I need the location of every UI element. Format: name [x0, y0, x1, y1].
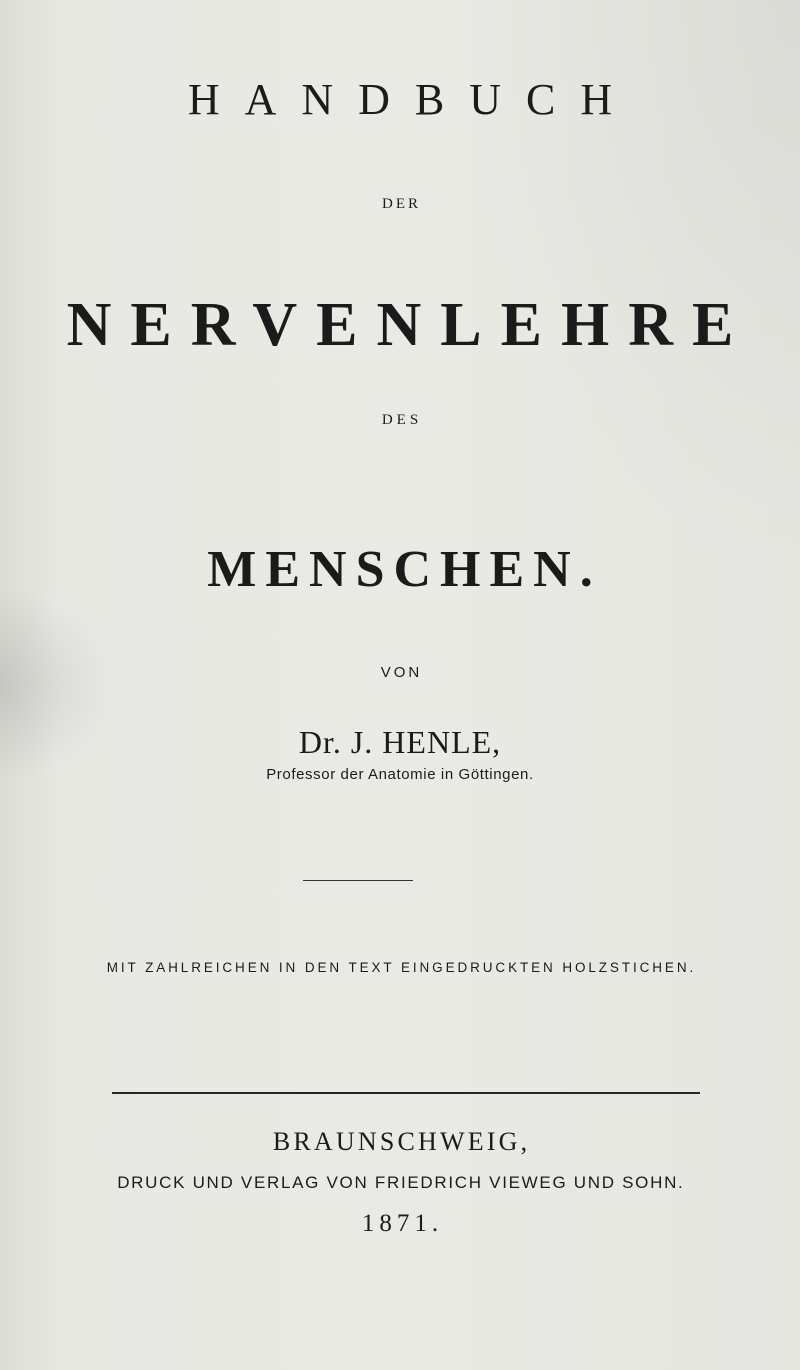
publication-city: BRAUNSCHWEIG,: [272, 1127, 531, 1156]
publication-year: 1871.: [361, 1210, 444, 1237]
illustrations-note: MIT ZAHLREICHEN IN DEN TEXT EINGEDRUCKTEN HOLZSTICHEN.: [106, 960, 697, 975]
title-handbuch: HANDBUCH: [187, 75, 638, 124]
short-divider: [303, 880, 413, 881]
author-name: Dr. J. HENLE,: [298, 724, 502, 760]
title-des: DES: [381, 412, 423, 428]
long-divider: [112, 1092, 700, 1094]
title-nervenlehre: NERVENLEHRE: [66, 291, 753, 359]
author-affiliation: Professor der Anatomie in Göttingen.: [266, 766, 534, 783]
by-line: VON: [380, 664, 423, 681]
title-menschen: MENSCHEN.: [207, 541, 602, 598]
title-der: DER: [382, 196, 421, 212]
publisher-line: DRUCK UND VERLAG VON FRIEDRICH VIEWEG UND SOHN.: [117, 1173, 685, 1192]
